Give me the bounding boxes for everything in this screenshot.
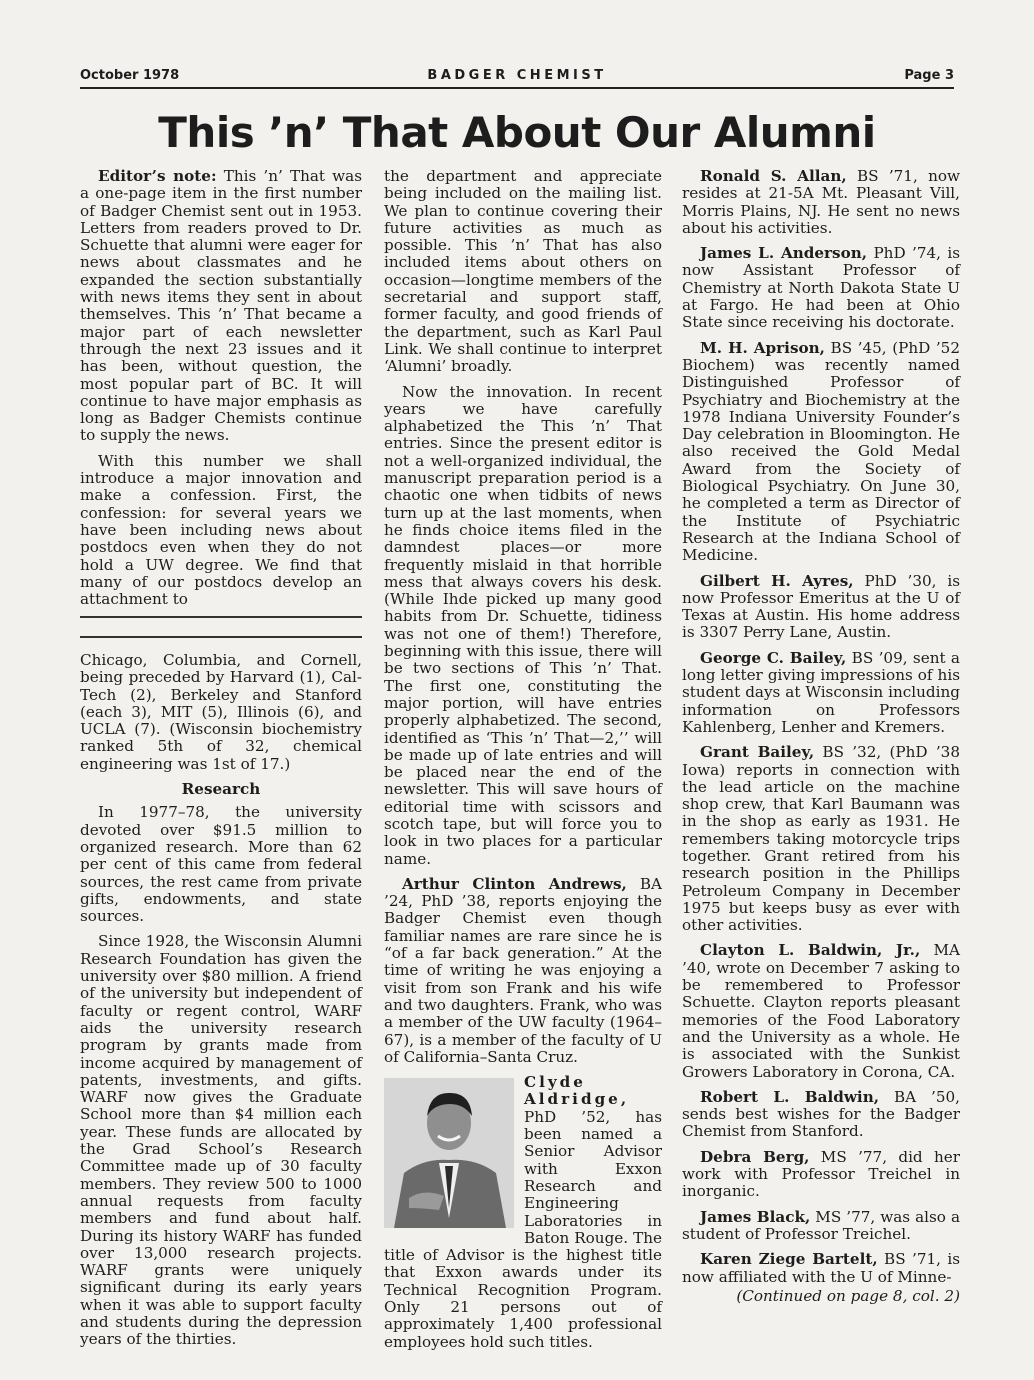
entry-text: MS ’77, was also a student of Professor Treichel. [682,1207,961,1243]
entry-george-bailey [682,650,960,736]
page-number: Page 3 [904,68,954,83]
entry-clayton-baldwin [682,942,960,1080]
entry-text: MA ’40, wrote on December 7 asking to be remembered to Professor Schuette. Clayton reports pleasant memories of the Food Laboratory and the University as a whole. He is associated with the Sunkist Growers Laboratory in Corona, CA. [682,941,960,1081]
entry-name: Debra Berg, [700,1147,810,1166]
entry-name: Gilbert H. Ayres, [700,571,854,590]
entry-name: Grant Bailey, [700,743,815,762]
header-rule [80,87,954,89]
entry-anderson [682,245,960,331]
entry-text: BS ’09, sent a long letter giving impressions of his student days at Wisconsin including information on Professors Kahlenberg, Lenher and Kremers. [682,648,960,736]
entry-text: MS ’77, did her work with Professor Treichel in inorganic. [682,1147,960,1201]
entry-black [682,1209,960,1244]
entry-berg [682,1149,960,1201]
entry-text: BA ’24, PhD ’38, reports enjoying the Badger Chemist even though familiar names are rare since he is “of a far back generation.” At the time of writing he was enjoying a visit from son Frank and his wife and two daughters. Frank, who was a member of the UW faculty (1964–67), is a member of the faculty of U of California–Santa Cruz. [384,874,663,1066]
entry-text: PhD ’52, has been named a Senior Advisor with Exxon Research and Engineering Laboratories in Baton Rouge. The title of Advisor is the highest title that Exxon awards under its Technical Recognition Program. Only 21 persons out of approximately 1,400 professional employees hold such titles. [384,1107,662,1351]
entry-text: BS ’32, (PhD ’38 Iowa) reports in connection with the lead article on the machine shop crew, that Karl Baumann was in the shop as early as 1931. He remembers taking motorcycle trips together. Grant retired from his research position in the Phillips Petroleum Company in December 1975 but keeps busy as ever with other activities. [682,743,960,935]
entry-grant-bailey [682,744,960,934]
paragraph: the department and appreciate being included on the mailing list. We plan to continue covering their future activities as much as possible. This ’n’ That has also included items about others on occasion—longtime members of the secretarial and support staff, former faculty, and good friends of the department, such as Karl Paul Link. We shall continue to interpret ‘Alumni’ broadly. [384,167,662,376]
paragraph: Now the innovation. In recent years we have carefully alphabetized the This ’n’ That entries. Since the present editor is not a well-organized individual, the manuscript preparation period is a chaotic one when tidbits of news turn up at the last moments, when he finds choice items filed in the damndest places—or more frequently mislaid in that horrible mess that always covers his desk. (While Ihde picked up many good habits from Dr. Schuette, tidiness was not one of them!) Therefore, beginning with this issue, there will be two sections of This ’n’ That. The first one, constituting the major portion, will have entries properly alphabetized. The second, identified as ‘This ’n’ That—2,’’ will be made up of late entries and will be placed near the end of the newsletter. This will save hours of editorial time with scissors and scotch tape, but will force you to look in two places for a particular name. [384,382,662,868]
entry-robert-baldwin [682,1089,960,1141]
column-1 [80,168,362,618]
entry-text: BS ’45, (PhD ’52 Biochem) was recently named Distinguished Professor of Psychiatry and Biochemistry at the 1978 Indiana University Founder’s Day celebration in Bloomington. He also received the Gold Medal Award from the Society of Biological Psychiatry. On June 30, he completed a term as Director of the Institute of Psychiatric Research at the Indiana School of Medicine. [682,338,961,565]
divider [80,616,362,618]
entry-name: Arthur Clinton Andrews, [402,874,627,893]
man-portrait-icon [384,1078,514,1228]
entry-text: BS ’71, is now affiliated with the U of Minne- [682,1250,960,1286]
column-3 [682,168,960,1305]
paragraph: Chicago, Columbia, and Cornell, being preceded by Harvard (1), Cal-Tech (2), Berkeley and Stanford (each 3), MIT (5), Illinois (6), and UCLA (7). (Wisconsin biochemistry ranked 5th of 32, chemical engineering was 1st of 17.) [80,651,362,773]
continued-note: (Continued on page 8, col. 2) [736,1286,960,1305]
portrait-photo [384,1078,514,1228]
paragraph: Since 1928, the Wisconsin Alumni Research Foundation has given the university over $80 million. A friend of the university but independent of faculty or regent control, WARF aids the university research program by grants made from income acquired by management of patents, investments, and gifts. WARF now gives the Graduate School more than $4 million each year. These funds are allocated by the Grad School’s Research Committee made up of 30 faculty members. They review 500 to 1000 annual requests from faculty members and fund about half. During its history WARF has funded over 13,000 research projects. WARF grants were uniquely significant during its early years when it was able to support faculty and students during the depression years of the thirties. [80,932,362,1349]
entry-name: Clyde Aldridge, [524,1073,630,1109]
entry-text: PhD ’30, is now Professor Emeritus at the U of Texas at Austin. His home address is 3307 Perry Lane, Austin. [682,571,961,642]
research-heading: Research [181,780,261,799]
divider [80,636,362,638]
entry-name: George C. Bailey, [700,648,847,667]
entry-text: PhD ’74, is now Assistant Professor of Chemistry at North Dakota State U at Fargo. He had been at Ohio State since receiving his doctorate. [682,244,960,332]
entry-andrews [384,876,662,1066]
entry-aldridge [384,1074,662,1351]
column-1-lower [80,652,362,1357]
article-title: This ’n’ That About Our Alumni [158,108,876,157]
editor-note [80,168,362,445]
issue-date: October 1978 [80,68,180,83]
entry-name: James L. Anderson, [700,244,868,263]
page-header [80,68,954,88]
entry-aprison [682,340,960,565]
entry-ayres [682,573,960,642]
entry-text: BA ’50, sends best wishes for the Badger Chemist from Stanford. [682,1087,961,1141]
entry-name: Clayton L. Baldwin, Jr., [700,941,921,960]
editor-note-label: Editor’s note: [98,167,217,185]
entry-allan [682,168,960,237]
entry-name: James Black, [700,1207,811,1226]
entry-name: M. H. Aprison, [700,338,825,357]
editor-note-text: This ’n’ That was a one-page item in the first number of Badger Chemist sent out in 1953. Letters from readers proved to Dr. Schuette that alumni were eager for news about classmates and he expanded the section substantially with news items they sent in about themselves. This ’n’ That became a major part of each newsletter through the next 23 issues and it has been, without question, the most popular part of BC. It will continue to have major emphasis as long as Badger Chemists continue to supply the news. [80,167,363,445]
entry-name: Karen Ziege Bartelt, [700,1250,878,1269]
entry-text: BS ’71, now resides at 21-5A Mt. Pleasant Vill, Morris Plains, NJ. He sent no news about his activities. [682,167,960,237]
entry-name: Ronald S. Allan, [700,167,847,185]
entry-bartelt [682,1251,960,1286]
entry-name: Robert L. Baldwin, [700,1087,880,1106]
paragraph: In 1977–78, the university devoted over $91.5 million to organized research. More than 62 per cent of this came from federal sources, the rest came from private gifts, endowments, and state sources. [80,803,362,926]
paragraph: With this number we shall introduce a major innovation and make a confession. First, the confession: for several years we have been including news about postdocs even when they do not hold a UW degree. We find that many of our postdocs develop an attachment to [80,451,362,609]
publication-name: BADGER CHEMIST [427,68,607,83]
column-2 [384,168,662,1359]
